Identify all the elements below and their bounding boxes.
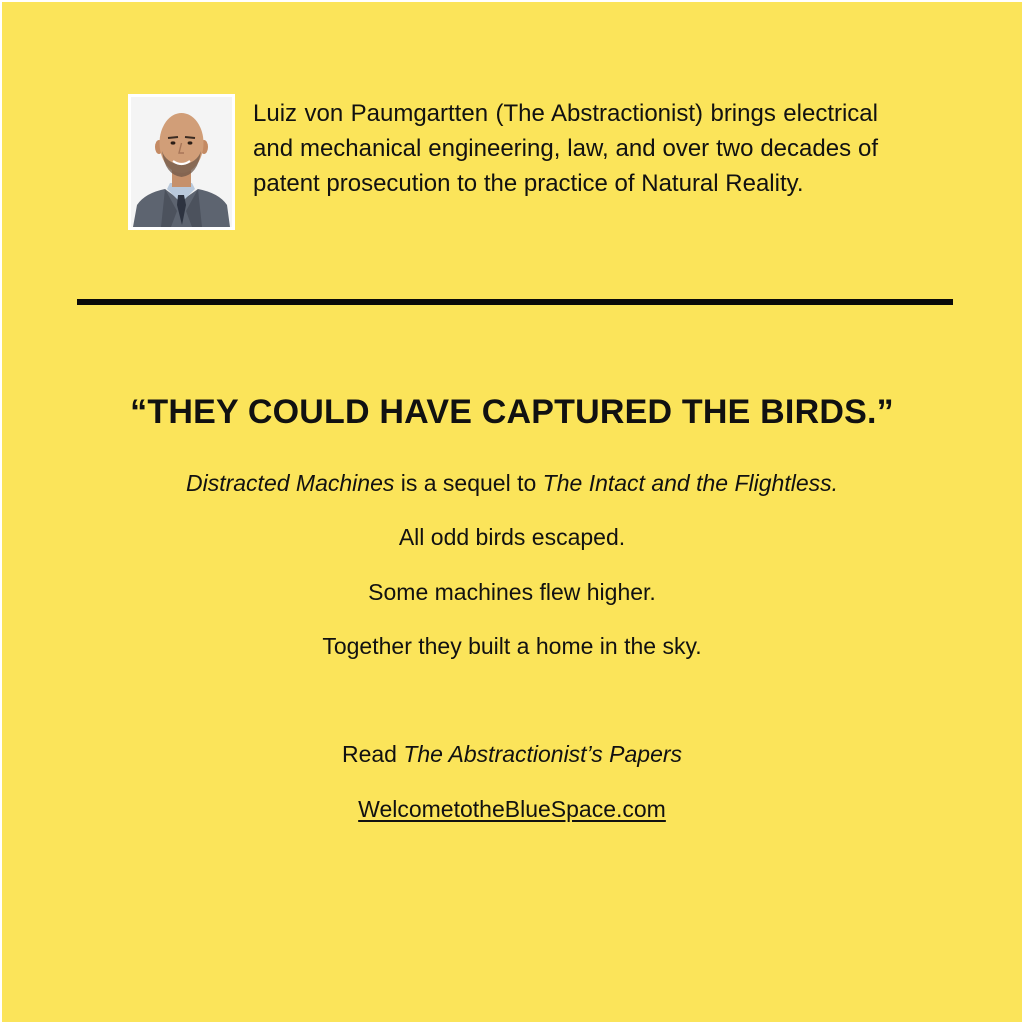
story-line-3: Together they built a home in the sky. [322,633,702,659]
author-photo [128,94,235,230]
story-line-1: All odd birds escaped. [398,524,626,550]
papers-title: The Abstractionist’s Papers [403,741,683,767]
story-line-2: Some machines flew higher. [368,579,656,605]
website-line [2,794,1022,824]
sequel-line [2,468,1022,498]
read-prefix: Read [341,741,404,767]
author-portrait-icon [131,97,232,227]
author-bio: Luiz von Paumgartten (The Abstractionist) brings electrical and mechanical engineering, law, and over two decades of patent prosecution to the practice of Natural Reality. [253,100,878,197]
divider [77,299,953,305]
book-title-intact-and-flightless: The Intact and the Flightless [542,470,832,496]
sequel-period: . [831,470,838,496]
headline: “THEY COULD HAVE CAPTURED THE BIRDS.” [130,393,894,431]
sequel-text: is a sequel to [394,470,543,496]
website-link[interactable]: WelcometotheBlueSpace.com [358,796,666,822]
book-title-distracted-machines: Distracted Machines [186,470,395,496]
read-line [2,739,1022,769]
